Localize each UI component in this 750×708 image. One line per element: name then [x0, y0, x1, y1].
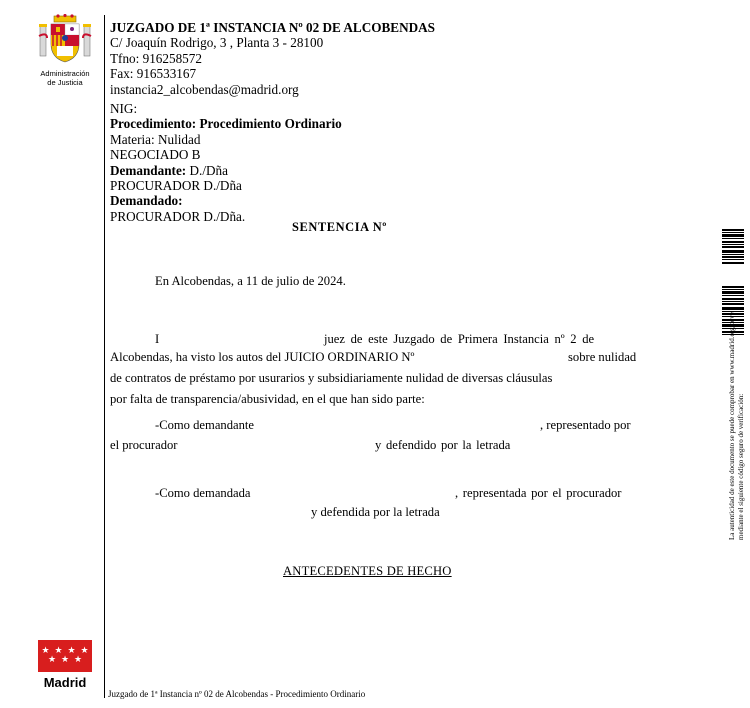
- star-icon: ★: [41, 646, 50, 656]
- procedure-value: Procedimiento Ordinario: [199, 116, 342, 132]
- barcode-bar: [722, 234, 744, 237]
- p3-line2: y defendida por la letrada: [311, 505, 440, 519]
- star-icon: ★: [47, 655, 57, 665]
- barcode-bar: [722, 289, 744, 290]
- plaintiff-procurator: PROCURADOR D./Dña: [110, 178, 242, 194]
- star-icon: ★: [80, 646, 89, 656]
- p1-line2-a: Alcobendas, ha visto los autos del JUICIO ORDINARIO Nº: [110, 350, 415, 364]
- star-icon: ★: [54, 646, 63, 656]
- case-info: [110, 101, 342, 224]
- barcode-bar: [722, 246, 744, 248]
- barcode-bar: [722, 232, 744, 233]
- barcode-bar: [722, 256, 744, 258]
- barcode-bar: [722, 241, 744, 243]
- document-title: SENTENCIA Nº: [292, 220, 387, 234]
- p2-a: -Como demandante: [155, 418, 254, 432]
- barcode-bar: [722, 286, 744, 288]
- barcode-bar: [722, 254, 744, 255]
- star-icon: ★: [73, 655, 83, 665]
- left-margin-rule: [104, 15, 105, 698]
- procedure-label: Procedimiento:: [110, 116, 197, 132]
- p3-b: , representada por el procurador: [455, 486, 622, 500]
- madrid-logo: [38, 640, 92, 690]
- page-footer: Juzgado de 1ª Instancia nº 02 de Alcobendas - Procedimiento Ordinario: [108, 689, 366, 699]
- verification-note: [728, 300, 746, 540]
- logo-org-line-1: Administración: [40, 69, 90, 78]
- court-phone: Tfno: 916258572: [110, 50, 202, 66]
- p2-line2-a: el procurador: [110, 438, 178, 452]
- star-icon: ★: [67, 646, 76, 656]
- plaintiff-value: D./Dña: [189, 162, 228, 178]
- p2-line2-b: y defendido por la letrada: [375, 438, 511, 452]
- coat-of-arms-logo: [36, 14, 94, 86]
- defendant-line: [110, 193, 342, 208]
- negociado-line: NEGOCIADO B: [110, 147, 201, 163]
- court-email: instancia2_alcobendas@madrid.org: [110, 81, 299, 97]
- p2-b: , representado por: [540, 418, 631, 432]
- verification-line-1: La autenticidad de este documento se puede comprobar en www.madrid.org/cove: [728, 312, 736, 540]
- barcode-top: [722, 229, 744, 265]
- defendant-procurator: PROCURADOR D./Dña.: [110, 208, 246, 224]
- p1-start: I: [155, 332, 160, 346]
- barcode-bar: [722, 250, 744, 253]
- coat-of-arms-icon: [36, 14, 94, 64]
- madrid-flag: [38, 640, 92, 672]
- barcode-bar: [722, 295, 744, 296]
- section-heading: ANTECEDENTES DE HECHO: [283, 564, 452, 578]
- plaintiff-label: Demandante:: [110, 162, 187, 178]
- court-fax: Fax: 916533167: [110, 66, 197, 82]
- court-address: C/ Joaquín Rodrigo, 3 , Planta 3 - 28100: [110, 35, 324, 51]
- barcode-bar: [722, 244, 744, 245]
- p3-a: -Como demandada: [155, 486, 251, 500]
- court-header: [110, 20, 435, 97]
- logo-org-line-2: de Justicia: [47, 77, 83, 87]
- barcode-bar: [722, 259, 744, 260]
- procedure-line: [110, 116, 342, 131]
- barcode-bar: [722, 229, 744, 231]
- barcode-bar: [722, 262, 744, 264]
- p1-line4: por falta de transparencia/abusividad, en el que han sido parte:: [110, 392, 425, 406]
- madrid-logo-text: Madrid: [43, 675, 87, 690]
- star-icon: ★: [60, 655, 70, 665]
- date-line: En Alcobendas, a 11 de julio de 2024.: [155, 274, 346, 288]
- barcode-bar: [722, 291, 744, 294]
- plaintiff-line: [110, 163, 342, 178]
- p1-line3: de contratos de préstamo por usurarios y subsidiariamente nulidad de diversas cláusulas: [110, 371, 553, 385]
- matter-line: Materia: Nulidad: [110, 131, 201, 147]
- verification-line-2: mediante el siguiente código seguro de verificación:: [737, 393, 745, 540]
- p1-mid: juez de este Juzgado de Primera Instancia nº 2 de: [324, 332, 595, 346]
- p1-line2-b: sobre nulidad: [568, 350, 637, 364]
- defendant-label: Demandado:: [110, 193, 183, 209]
- court-name: JUZGADO DE 1ª INSTANCIA Nº 02 DE ALCOBENDAS: [110, 20, 435, 35]
- barcode-bar: [722, 238, 744, 239]
- nig-label: NIG:: [110, 101, 138, 116]
